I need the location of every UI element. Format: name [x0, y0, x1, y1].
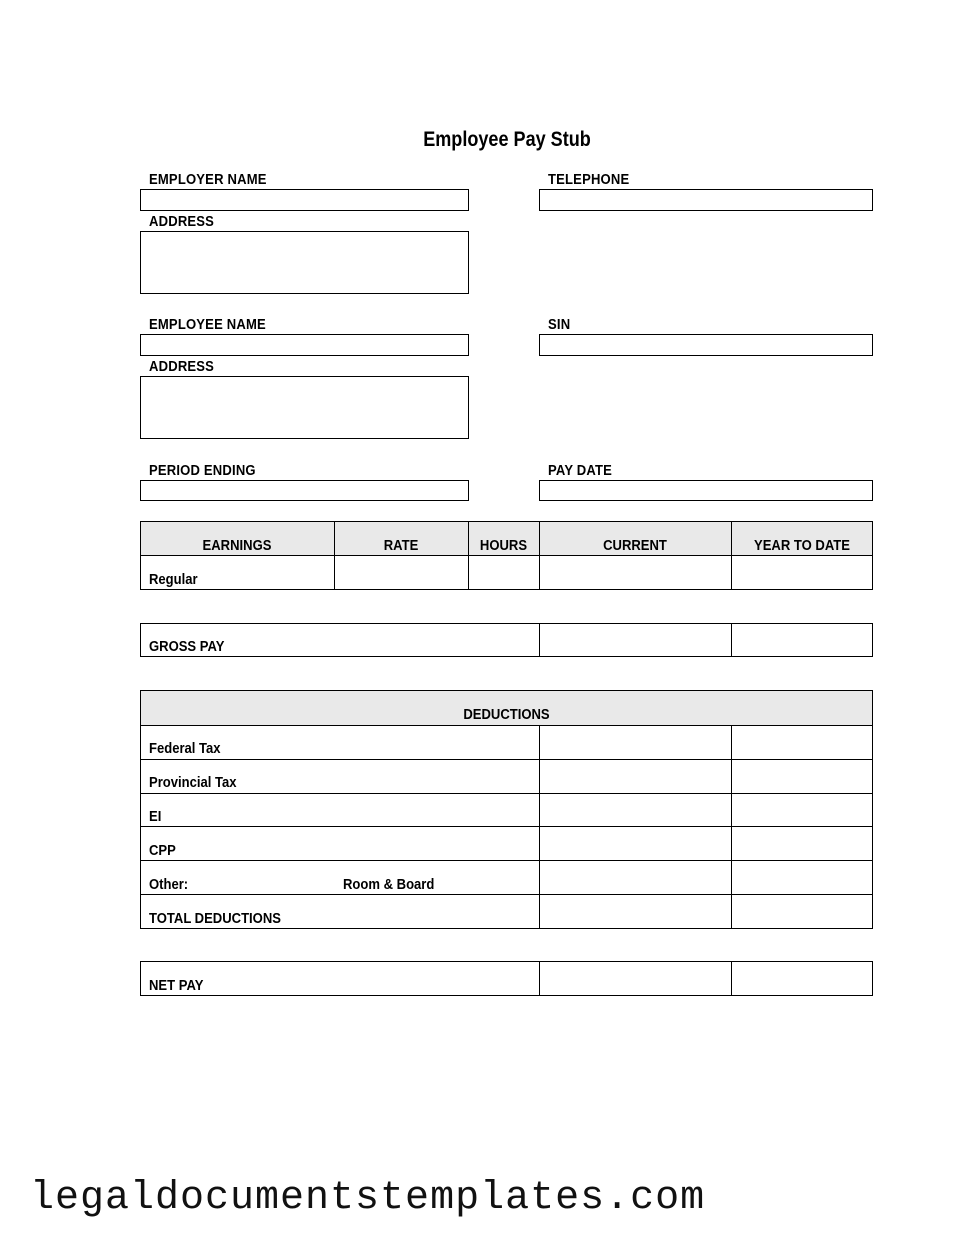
ei-label: EI	[149, 809, 162, 825]
current-column-header: CURRENT	[603, 538, 667, 554]
telephone-field[interactable]	[539, 189, 873, 211]
total-deductions-ytd-cell[interactable]	[732, 895, 872, 928]
employer-name-field[interactable]	[140, 189, 469, 211]
gross-pay-ytd-cell[interactable]	[732, 624, 872, 656]
hours-column-header: HOURS	[479, 538, 528, 554]
period-ending-field[interactable]	[140, 480, 469, 501]
ei-ytd-cell[interactable]	[732, 794, 872, 826]
regular-rate-cell[interactable]	[335, 556, 468, 589]
other-detail-label: Room & Board	[343, 877, 435, 893]
net-pay-label: NET PAY	[149, 978, 204, 994]
ei-current-cell[interactable]	[540, 794, 731, 826]
ytd-column-header: YEAR TO DATE	[754, 538, 850, 554]
cpp-label: CPP	[149, 843, 176, 859]
regular-earnings-label: Regular	[149, 572, 198, 588]
employee-name-label: EMPLOYEE NAME	[149, 317, 266, 333]
provincial-tax-ytd-cell[interactable]	[732, 760, 872, 793]
gross-pay-current-cell[interactable]	[540, 624, 731, 656]
employer-name-label: EMPLOYER NAME	[149, 172, 267, 188]
pay-date-field[interactable]	[539, 480, 873, 501]
employer-address-label: ADDRESS	[149, 214, 215, 230]
provincial-tax-current-cell[interactable]	[540, 760, 731, 793]
gross-pay-label: GROSS PAY	[149, 639, 225, 655]
other-label: Other:	[149, 877, 189, 893]
employee-address-label: ADDRESS	[149, 359, 215, 375]
regular-current-cell[interactable]	[540, 556, 731, 589]
earnings-column-header: EARNINGS	[202, 538, 272, 554]
federal-tax-current-cell[interactable]	[540, 726, 731, 759]
cpp-ytd-cell[interactable]	[732, 827, 872, 860]
net-pay-current-cell[interactable]	[540, 962, 731, 995]
regular-ytd-cell[interactable]	[732, 556, 872, 589]
other-current-cell[interactable]	[540, 861, 731, 894]
page-title: Employee Pay Stub	[423, 128, 591, 151]
period-ending-label: PERIOD ENDING	[149, 463, 256, 479]
employee-address-field[interactable]	[140, 376, 469, 439]
net-pay-ytd-cell[interactable]	[732, 962, 872, 995]
other-ytd-cell[interactable]	[732, 861, 872, 894]
provincial-tax-label: Provincial Tax	[149, 775, 237, 791]
sin-field[interactable]	[539, 334, 873, 356]
federal-tax-ytd-cell[interactable]	[732, 726, 872, 759]
employer-address-field[interactable]	[140, 231, 469, 294]
total-deductions-current-cell[interactable]	[540, 895, 731, 928]
rate-column-header: RATE	[383, 538, 419, 554]
cpp-current-cell[interactable]	[540, 827, 731, 860]
federal-tax-label: Federal Tax	[149, 741, 221, 757]
regular-hours-cell[interactable]	[469, 556, 539, 589]
deductions-header: DEDUCTIONS	[463, 707, 550, 723]
watermark-text: legaldocumentstemplates.com	[30, 1176, 706, 1221]
pay-date-label: PAY DATE	[548, 463, 613, 479]
total-deductions-label: TOTAL DEDUCTIONS	[149, 911, 281, 927]
sin-label: SIN	[548, 317, 571, 333]
employee-name-field[interactable]	[140, 334, 469, 356]
telephone-label: TELEPHONE	[548, 172, 630, 188]
